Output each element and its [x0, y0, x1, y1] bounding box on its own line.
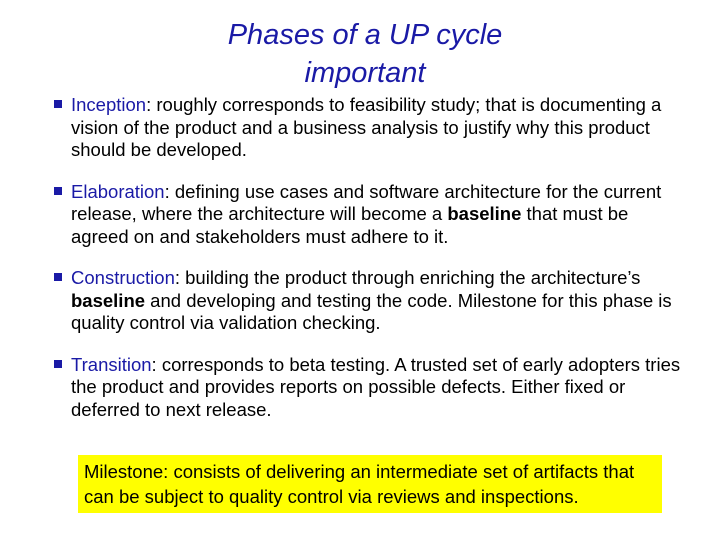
square-bullet-icon — [54, 187, 62, 195]
baseline-emphasis: baseline — [71, 289, 146, 311]
phase-description: : corresponds to beta testing. A trusted set of early adopters tries the product and provides reports on possible defects. Either fixed or deferred to next release. — [71, 353, 681, 420]
phase-term: Elaboration — [71, 180, 165, 202]
baseline-emphasis: baseline — [447, 203, 522, 224]
square-bullet-icon — [54, 273, 62, 281]
square-bullet-icon — [54, 100, 62, 108]
phase-description: : building the product through enriching the architecture’s — [174, 267, 641, 288]
slide-title-line-2: important — [304, 57, 426, 89]
bullet-transition — [54, 354, 684, 422]
phase-term: Construction — [71, 267, 175, 288]
bullet-list — [54, 94, 684, 440]
slide-title-line-1: Phases of a UP cycle — [227, 19, 503, 51]
slide-title — [180, 16, 550, 92]
square-bullet-icon — [54, 360, 62, 368]
phase-term: Inception — [71, 94, 147, 115]
bullet-inception — [54, 94, 684, 162]
bullet-elaboration — [54, 181, 684, 249]
phase-description: : roughly corresponds to feasibility study; that is documenting a vision of the product and a business analysis to justify why this product should be developed. — [71, 94, 662, 160]
milestone-highlight-box — [78, 455, 662, 513]
phase-description: : defining use cases and software architecture for the current release, where the architecture will become a — [71, 180, 662, 224]
phase-term: Transition — [71, 353, 152, 375]
phase-description-end: that must be agreed on and stakeholders must adhere to it. — [71, 203, 629, 247]
bullet-construction — [54, 267, 684, 335]
milestone-text: Milestone: consists of delivering an intermediate set of artifacts that can be subject to quality control via reviews and inspections. — [84, 461, 635, 507]
phase-description-end: and developing and testing the code. Milestone for this phase is quality control via validation checking. — [71, 289, 672, 333]
